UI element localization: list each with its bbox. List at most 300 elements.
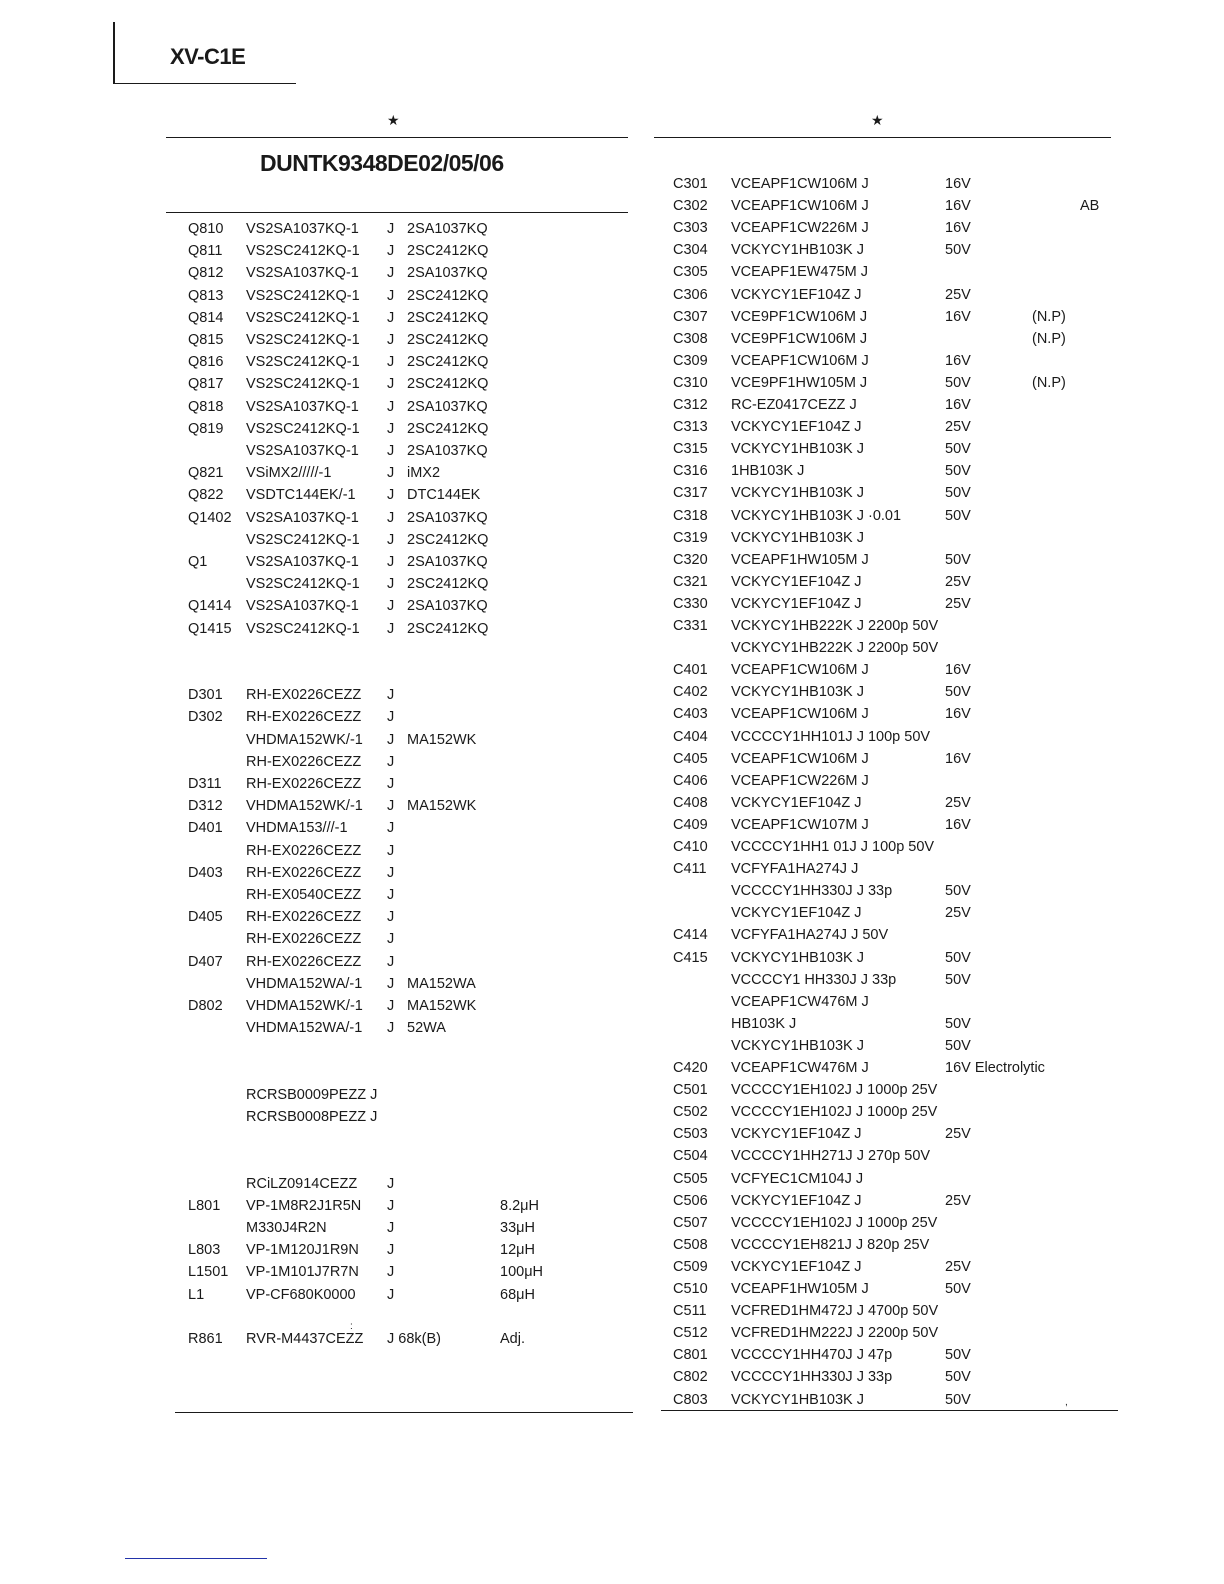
part-code-flag: J [387,487,395,504]
part-rating: 16V [945,750,971,767]
ref-designator: C313 [673,419,708,436]
part-code-flag: J [387,332,395,348]
part-value: 8.2μH [500,1197,539,1214]
part-code-flag: J [387,753,395,770]
part-code-flag: J [387,687,395,704]
part-number: VS2SA1037KQ-1 [246,265,359,282]
part-number: VS2SA1037KQ-1 [246,398,359,415]
ref-designator: C510 [673,1281,708,1297]
part-code-flag: J [387,909,395,926]
part-number: VCEAPF1CW226M J [731,220,869,237]
parts-row [0,1123,1224,1145]
part-number: VCEAPF1CW106M J [731,662,869,679]
margin-rule-horizontal [113,83,296,84]
part-number: VCKYCY1EF104Z J [731,573,862,590]
part-rating: 50V [945,684,971,701]
ref-designator: C308 [673,330,708,347]
ref-designator: C415 [673,949,708,966]
ref-designator: C504 [673,1148,708,1165]
ref-designator: Q1 [188,554,208,570]
ref-designator: C507 [673,1214,708,1231]
parts-row [0,1168,1224,1190]
ref-designator: C330 [673,595,708,612]
part-rating: 16V [945,198,971,215]
parts-row [0,1234,1224,1256]
part-value: 68μH [500,1286,535,1303]
part-number: VCKYCY1EF104Z J [731,1126,862,1143]
part-number: VP-1M8R2J1R5N [246,1197,362,1214]
part-number: VHDMA152WK/-1 [246,798,363,815]
part-code-flag: J [387,998,395,1014]
part-number: VS2SC2412KQ-1 [246,420,360,437]
part-number: RH-EX0226CEZZ [246,931,362,948]
part-code-flag: J [387,887,395,903]
parts-row [0,1300,1224,1322]
part-type: 52WA [407,1020,446,1037]
parts-row [0,703,1224,725]
part-number: VCKYCY1HB222K J 2200p 50V [731,640,939,657]
part-number: VS2SA1037KQ-1 [246,598,359,615]
part-number: RH-EX0226CEZZ [246,953,362,970]
part-number: VP-1M120J1R9N [246,1242,359,1259]
ref-designator: C404 [673,728,708,745]
part-type: 2SA1037KQ [407,221,488,237]
right-header-rule [654,137,1111,138]
part-rating: 50V [945,1391,971,1408]
ref-designator: C401 [673,662,708,679]
ref-designator: Q815 [188,332,224,348]
parts-row [0,593,1224,615]
part-number: VS2SA1037KQ-1 [246,509,359,526]
part-rating: 16V [945,397,971,413]
part-number: VS2SA1037KQ-1 [246,554,359,570]
ref-designator: L1 [188,1286,205,1303]
part-number: VS2SC2412KQ-1 [246,332,360,348]
footer-link-rule [125,1558,267,1559]
parts-row [0,328,1224,350]
part-number: VCKYCY1HB103K J ·0.01 [731,507,902,524]
part-rating: 16V [945,816,971,833]
part-number: VCKYCY1EF104Z J [731,1258,862,1275]
parts-row [0,195,1224,217]
parts-row [0,637,1224,659]
part-type: 2SA1037KQ [407,554,488,570]
part-code-flag: J [387,1242,395,1259]
ref-designator: C410 [673,839,708,855]
part-number: VS2SC2412KQ-1 [246,287,360,304]
part-number: RCRSB0008PEZZ J [246,1109,378,1125]
ref-designator: C309 [673,352,708,369]
part-value: Adj. [500,1331,525,1347]
part-number: VCKYCY1HB103K J [731,1391,864,1408]
part-code-flag: J [387,554,395,570]
parts-row [0,1013,1224,1035]
parts-row [0,1322,1224,1344]
parts-row [0,615,1224,637]
part-number: VCCCCY1EH102J J 1000p 25V [731,1104,938,1121]
part-number: VS2SC2412KQ-1 [246,531,360,548]
part-code-flag: J [387,443,395,459]
part-number: RC-EZ0417CEZZ J [731,397,857,413]
part-value: 33μH [500,1220,535,1236]
part-type: MA152WK [407,731,477,748]
part-number: VCCCCY1 HH330J J 33p [731,971,897,988]
ref-designator: Q818 [188,398,224,415]
part-rating: 25V [945,573,971,590]
part-number: VHDMA152WK/-1 [246,998,363,1014]
ref-designator: C305 [673,264,708,281]
parts-row [0,173,1224,195]
part-number: VCEAPF1CW107M J [731,816,869,833]
part-number: VCFRED1HM472J J 4700p 50V [731,1303,939,1320]
part-rating: 16V [945,662,971,679]
parts-row [0,1344,1224,1366]
parts-row [0,284,1224,306]
ref-designator: C502 [673,1104,708,1121]
part-rating: 50V [945,883,971,900]
part-type: 2SC2412KQ [407,309,489,326]
part-value: 100μH [500,1264,544,1281]
part-number: VCKYCY1HB103K J [731,441,864,458]
parts-row [0,549,1224,571]
ref-designator: C321 [673,573,708,590]
ref-designator: C319 [673,529,708,546]
part-number: VCKYCY1EF104Z J [731,286,862,303]
part-type: 2SC2412KQ [407,420,489,437]
ref-designator: D401 [188,820,223,837]
part-code-flag: J [387,531,395,548]
margin-rule-vertical [113,22,115,84]
left-header-rule [166,137,628,138]
part-number: VCEAPF1CW476M J [731,1060,869,1076]
parts-row [0,748,1224,770]
part-rating: 50V [945,374,971,391]
ref-designator: C411 [673,861,707,878]
part-code-flag: J [387,509,395,526]
ref-designator: Q821 [188,465,224,482]
ref-designator: C403 [673,706,708,723]
ref-designator: C312 [673,397,708,413]
ref-designator: C331 [673,618,708,634]
ref-designator: C509 [673,1258,708,1275]
ref-designator: Q1402 [188,509,232,526]
part-type: 2SC2412KQ [407,332,489,348]
part-note: (N.P) [1032,330,1066,347]
part-type: 2SA1037KQ [407,509,488,526]
ref-designator: C304 [673,242,708,259]
ref-designator: Q810 [188,221,224,237]
ref-designator: C409 [673,816,708,833]
part-number: VCKYCY1EF104Z J [731,794,862,811]
part-note: (N.P) [1032,308,1066,325]
part-number: RH-EX0540CEZZ [246,887,362,903]
ref-designator: C306 [673,286,708,303]
part-number: VHDMA152WA/-1 [246,975,363,992]
parts-row [0,902,1224,924]
part-number: VCEAPF1CW226M J [731,772,869,789]
parts-row [0,858,1224,880]
parts-row [0,1145,1224,1167]
part-number: M330J4R2N [246,1220,327,1236]
part-number: VCKYCY1HB103K J [731,242,864,259]
part-number: VS2SC2412KQ-1 [246,376,360,393]
ref-designator: L803 [188,1242,221,1259]
ref-designator: Q819 [188,420,224,437]
part-number: RCiLZ0914CEZZ [246,1175,358,1192]
part-number: VS2SC2412KQ-1 [246,309,360,326]
part-type: MA152WK [407,998,477,1014]
part-number: VCCCCY1HH470J J 47p [731,1347,893,1364]
part-number: RH-EX0226CEZZ [246,687,362,704]
part-code-flag: J [387,221,395,237]
part-code-flag: J [387,465,395,482]
part-type: 2SA1037KQ [407,443,488,459]
part-type: 2SA1037KQ [407,598,488,615]
part-rating: 16V Electrolytic [945,1060,1045,1076]
parts-row [0,991,1224,1013]
part-code-flag: J [387,243,395,260]
ref-designator: Q816 [188,354,224,371]
part-number: RH-EX0226CEZZ [246,753,362,770]
ref-designator: D403 [188,864,223,881]
part-code-flag: J [387,620,395,637]
left-footer-rule [175,1412,633,1413]
ref-designator: C508 [673,1236,708,1253]
part-number: VCE9PF1CW106M J [731,330,868,347]
parts-row [0,792,1224,814]
part-number: VS2SC2412KQ-1 [246,620,360,637]
ref-designator: D301 [188,687,223,704]
part-number: VCFRED1HM222J J 2200p 50V [731,1325,939,1342]
parts-row [0,416,1224,438]
part-number: RH-EX0226CEZZ [246,776,362,792]
part-number: VCEAPF1CW106M J [731,176,869,192]
parts-row [0,1057,1224,1079]
part-number: RH-EX0226CEZZ [246,909,362,926]
part-code-flag: J 68k(B) [387,1331,441,1347]
ref-designator: Q822 [188,487,224,504]
part-code-flag: J [387,798,395,815]
part-number: 1HB103K J [731,463,805,480]
part-code-flag: J [387,398,395,415]
part-code-flag: J [387,975,395,992]
part-number: RH-EX0226CEZZ [246,842,362,859]
parts-row [0,1212,1224,1234]
part-type: 2SA1037KQ [407,265,488,282]
part-number: RH-EX0226CEZZ [246,864,362,881]
part-number: VCCCCY1EH821J J 820p 25V [731,1236,930,1253]
ref-designator: C303 [673,220,708,237]
part-code-flag: J [387,354,395,371]
parts-row [0,969,1224,991]
parts-row [0,770,1224,792]
ref-designator: C408 [673,794,708,811]
part-code-flag: J [387,287,395,304]
ref-designator: C316 [673,463,708,480]
parts-row [0,482,1224,504]
part-number: VCKYCY1HB103K J [731,1037,864,1054]
parts-row [0,1101,1224,1123]
parts-row [0,438,1224,460]
part-type: MA152WA [407,975,476,992]
ref-designator: C307 [673,308,708,325]
part-rating: 50V [945,1347,971,1364]
parts-row [0,1079,1224,1101]
part-number: VCKYCY1EF104Z J [731,419,862,436]
part-rating: 50V [945,1015,971,1032]
ref-designator: L801 [188,1197,221,1214]
part-type: 2SC2412KQ [407,620,489,637]
ref-designator: Q1414 [188,598,232,615]
part-rating: 50V [945,463,971,480]
part-number: VCEAPF1CW106M J [731,750,869,767]
part-number: VCKYCY1EF104Z J [731,1192,862,1209]
ref-designator: C405 [673,750,708,767]
part-number: VS2SC2412KQ-1 [246,354,360,371]
part-number: VCEAPF1CW106M J [731,352,869,369]
part-rating: 25V [945,595,971,612]
part-rating: 16V [945,706,971,723]
ref-designator: D312 [188,798,223,815]
part-number: VCEAPF1HW105M J [731,1281,869,1297]
part-number: VCKYCY1HB103K J [731,529,864,546]
ref-designator: C503 [673,1126,708,1143]
part-number: VCKYCY1HB103K J [731,684,864,701]
parts-row [0,505,1224,527]
part-number: VCKYCY1HB103K J [731,485,864,502]
parts-row [0,947,1224,969]
part-code-flag: J [387,1220,395,1236]
parts-row [0,217,1224,239]
ref-designator: C302 [673,198,708,215]
part-type: 2SC2412KQ [407,576,489,593]
parts-row [0,527,1224,549]
part-number: VCCCCY1EH102J J 1000p 25V [731,1214,938,1231]
ref-designator: Q814 [188,309,224,326]
part-code-flag: J [387,1286,395,1303]
ref-designator: C501 [673,1082,708,1099]
part-rating: 50V [945,949,971,966]
ref-designator: D407 [188,953,223,970]
part-code-flag: J [387,953,395,970]
parts-row [0,681,1224,703]
ref-designator: C802 [673,1369,708,1386]
part-rating: 50V [945,485,971,502]
parts-row [0,880,1224,902]
part-code-flag: J [387,1020,395,1037]
part-value: 12μH [500,1242,535,1259]
ref-designator: R861 [188,1331,223,1347]
parts-row [0,1278,1224,1300]
part-number: VCCCCY1EH102J J 1000p 25V [731,1082,938,1099]
part-number: VCEAPF1CW106M J [731,198,869,215]
part-number: VCCCCY1HH101J J 100p 50V [731,728,931,745]
ref-designator: D311 [188,776,222,792]
part-rating: 25V [945,1126,971,1143]
part-code-flag: J [387,1175,395,1192]
part-code-flag: J [387,931,395,948]
ref-designator: L1501 [188,1264,229,1281]
part-rating: 16V [945,220,971,237]
part-code-flag: J [387,776,395,792]
part-number: VCE9PF1CW106M J [731,308,868,325]
ref-designator: C414 [673,927,708,944]
part-number: VCEAPF1CW106M J [731,706,869,723]
part-rating: 25V [945,286,971,303]
part-number: VHDMA152WK/-1 [246,731,363,748]
part-rating: 50V [945,551,971,568]
parts-row [0,372,1224,394]
part-rating: 50V [945,507,971,524]
parts-row [0,924,1224,946]
part-number: VCKYCY1EF104Z J [731,595,862,612]
part-code-flag: J [387,731,395,748]
part-type: 2SC2412KQ [407,287,489,304]
part-number: VSiMX2/////-1 [246,465,332,482]
part-number: VS2SC2412KQ-1 [246,576,360,593]
ref-designator: C402 [673,684,708,701]
part-number: RCRSB0009PEZZ J [246,1086,378,1103]
part-code-flag: J [387,709,395,726]
parts-row [0,659,1224,681]
part-code-flag: J [387,420,395,437]
part-number: VS2SA1037KQ-1 [246,221,359,237]
ref-designator: C320 [673,551,708,568]
parts-row [0,261,1224,283]
ref-designator: Q813 [188,287,224,304]
part-number: VCFYFA1HA274J J [731,861,859,878]
part-code-flag: J [387,820,395,837]
part-rating: 16V [945,308,971,325]
part-rating: 25V [945,794,971,811]
part-code-flag: J [387,598,395,615]
part-rating: 50V [945,242,971,259]
parts-row [0,571,1224,593]
part-number: VHDMA152WA/-1 [246,1020,363,1037]
ref-designator: Q1415 [188,620,232,637]
part-note: (N.P) [1032,374,1066,391]
ref-designator: Q817 [188,376,224,393]
part-type: iMX2 [407,465,441,482]
part-number: VCE9PF1HW105M J [731,374,868,391]
part-rating: 50V [945,971,971,988]
part-number: VCEAPF1HW105M J [731,551,869,568]
part-number: VCCCCY1HH330J J 33p [731,883,893,900]
part-rating: 50V [945,1037,971,1054]
part-number: VCFYEC1CM104J J [731,1170,864,1187]
section-code: DUNTK9348DE02/05/06 [260,150,504,176]
star-icon: ★ [387,112,400,128]
star-icon: ★ [871,112,884,128]
part-number: VSDTC144EK/-1 [246,487,356,504]
parts-row [0,394,1224,416]
ref-designator: D802 [188,998,223,1014]
ref-designator: C406 [673,772,708,789]
part-rating: 16V [945,352,971,369]
ref-designator: C317 [673,485,708,502]
part-number: VCKYCY1EF104Z J [731,905,862,922]
part-number: VCCCCY1HH271J J 270p 50V [731,1148,931,1165]
parts-row [0,350,1224,372]
part-number: VS2SA1037KQ-1 [246,443,359,459]
part-number: VCEAPF1EW475M J [731,264,868,281]
part-code-flag: J [387,309,395,326]
stray-mark: : [350,1321,353,1332]
part-code-flag: J [387,576,395,593]
ref-designator: D405 [188,909,223,926]
part-number: VP-1M101J7R7N [246,1264,359,1281]
part-number: VCKYCY1HB103K J [731,949,864,966]
